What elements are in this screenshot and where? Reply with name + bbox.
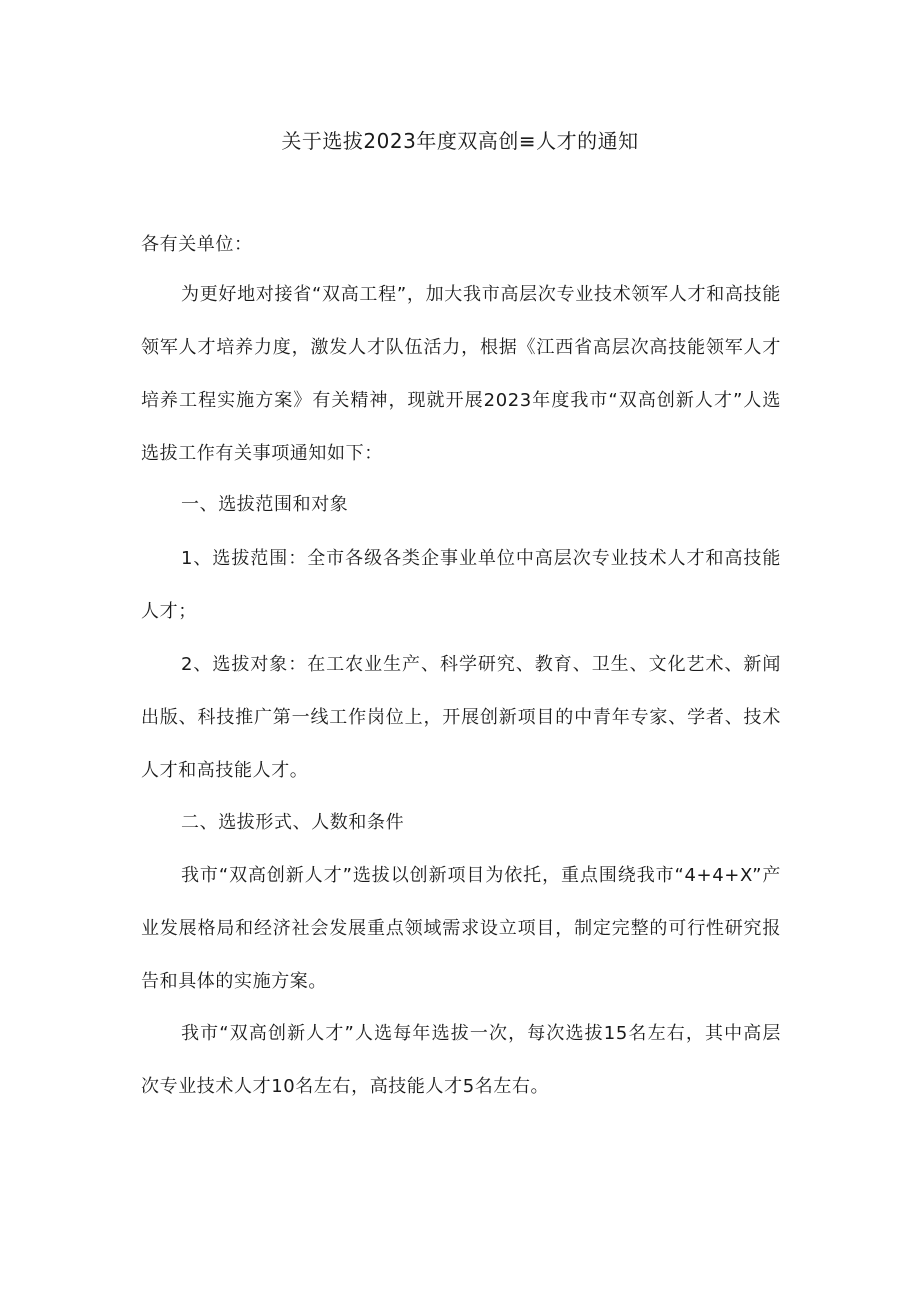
section-heading-2: 二、选拔形式、人数和条件 [181, 812, 405, 833]
salutation: 各有关单位： [141, 234, 253, 255]
paragraph-form: 我市“双高创新人才”选拔以创新项目为依托，重点围绕我市“4+4+X”产业发展格局和经济社会发展重点领域需求设立项目，制定完整的可行性研究报告和具体的实施方案。 [141, 865, 781, 992]
document-title: 关于选拔2023年度双高创≡人才的通知 [281, 129, 639, 153]
paragraph-targets: 2、选拔对象：在工农业生产、科学研究、教育、卫生、文化艺术、新闻出版、科技推广第一线工作岗位上，开展创新项目的中青年专家、学者、技术人才和高技能人才。 [141, 654, 781, 781]
section-heading-1: 一、选拔范围和对象 [181, 494, 349, 515]
paragraph-intro: 为更好地对接省“双高工程”，加大我市高层次专业技术领军人才和高技能领军人才培养力度，激发人才队伍活力，根据《江西省高层次高技能领军人才培养工程实施方案》有关精神，现就开展2023年度我市“双高创新人才”人选选拔工作有关事项通知如下： [141, 284, 781, 464]
paragraph-quota: 我市“双高创新人才”人选每年选拔一次，每次选拔15名左右，其中高层次专业技术人才10名左右，高技能人才5名左右。 [141, 1023, 781, 1097]
paragraph-scope: 1、选拔范围：全市各级各类企事业单位中高层次专业技术人才和高技能人才； [141, 548, 781, 622]
